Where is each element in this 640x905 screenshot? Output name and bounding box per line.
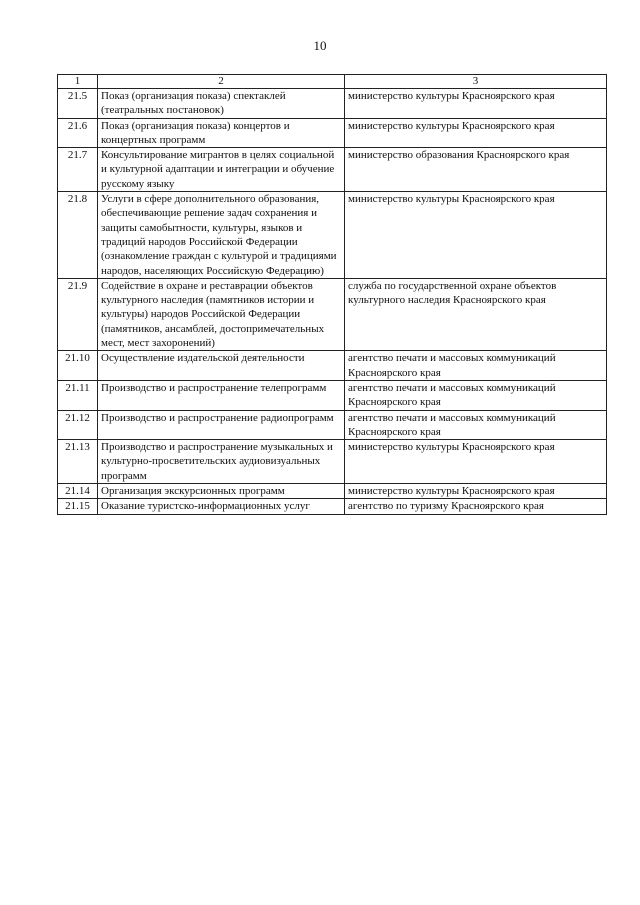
row-number: 21.14: [58, 484, 98, 499]
row-service: Показ (организация показа) концертов и концертных программ: [98, 118, 345, 148]
row-service: Производство и распространение музыкальных и культурно-просветительских аудиовизуальных программ: [98, 440, 345, 484]
row-number: 21.9: [58, 278, 98, 350]
table-row: [58, 440, 607, 484]
row-number: 21.8: [58, 192, 98, 279]
row-service: Оказание туристско-информационных услуг: [98, 499, 345, 514]
row-number: 21.12: [58, 410, 98, 440]
table-row: [58, 278, 607, 350]
row-organization: министерство образования Красноярского края: [345, 148, 607, 192]
page-number: 10: [313, 38, 327, 53]
services-table: [57, 74, 607, 515]
row-organization: министерство культуры Красноярского края: [345, 484, 607, 499]
row-organization: агентство по туризму Красноярского края: [345, 499, 607, 514]
row-number: 21.6: [58, 118, 98, 148]
column-header-number: 1: [58, 75, 98, 89]
table-row: [58, 192, 607, 279]
row-service: Производство и распространение радиопрограмм: [98, 410, 345, 440]
table-row: [58, 380, 607, 410]
row-number: 21.11: [58, 380, 98, 410]
table-row: [58, 118, 607, 148]
row-service: Консультирование мигрантов в целях социальной и культурной адаптации и интеграции и обучение русскому языку: [98, 148, 345, 192]
row-service: Показ (организация показа) спектаклей (театральных постановок): [98, 89, 345, 119]
row-service: Производство и распространение телепрограмм: [98, 380, 345, 410]
row-organization: министерство культуры Красноярского края: [345, 118, 607, 148]
row-organization: агентство печати и массовых коммуникаций Красноярского края: [345, 410, 607, 440]
row-organization: министерство культуры Красноярского края: [345, 192, 607, 279]
table-row: [58, 89, 607, 119]
column-header-organization: 3: [345, 75, 607, 89]
row-service: Организация экскурсионных программ: [98, 484, 345, 499]
row-service: Услуги в сфере дополнительного образования, обеспечивающие решение задач сохранения и защиты самобытности, культуры, языков и традиций народов Российской Федерации (ознакомление граждан с культурой и традициями народов, населяющих Российскую Федерацию): [98, 192, 345, 279]
row-number: 21.13: [58, 440, 98, 484]
table-header-row: [58, 75, 607, 89]
row-organization: агентство печати и массовых коммуникаций Красноярского края: [345, 351, 607, 381]
row-organization: служба по государственной охране объектов культурного наследия Красноярского края: [345, 278, 607, 350]
row-number: 21.15: [58, 499, 98, 514]
row-number: 21.10: [58, 351, 98, 381]
row-organization: министерство культуры Красноярского края: [345, 440, 607, 484]
table-row: [58, 148, 607, 192]
row-number: 21.7: [58, 148, 98, 192]
column-header-service: 2: [98, 75, 345, 89]
table-row: [58, 499, 607, 514]
row-organization: агентство печати и массовых коммуникаций Красноярского края: [345, 380, 607, 410]
table-row: [58, 410, 607, 440]
table-row: [58, 351, 607, 381]
row-number: 21.5: [58, 89, 98, 119]
row-service: Осуществление издательской деятельности: [98, 351, 345, 381]
row-service: Содействие в охране и реставрации объектов культурного наследия (памятников истории и культуры) народов Российской Федерации (памятников, ансамблей, достопримечательных мест, мест захоронений): [98, 278, 345, 350]
table-row: [58, 484, 607, 499]
row-organization: министерство культуры Красноярского края: [345, 89, 607, 119]
